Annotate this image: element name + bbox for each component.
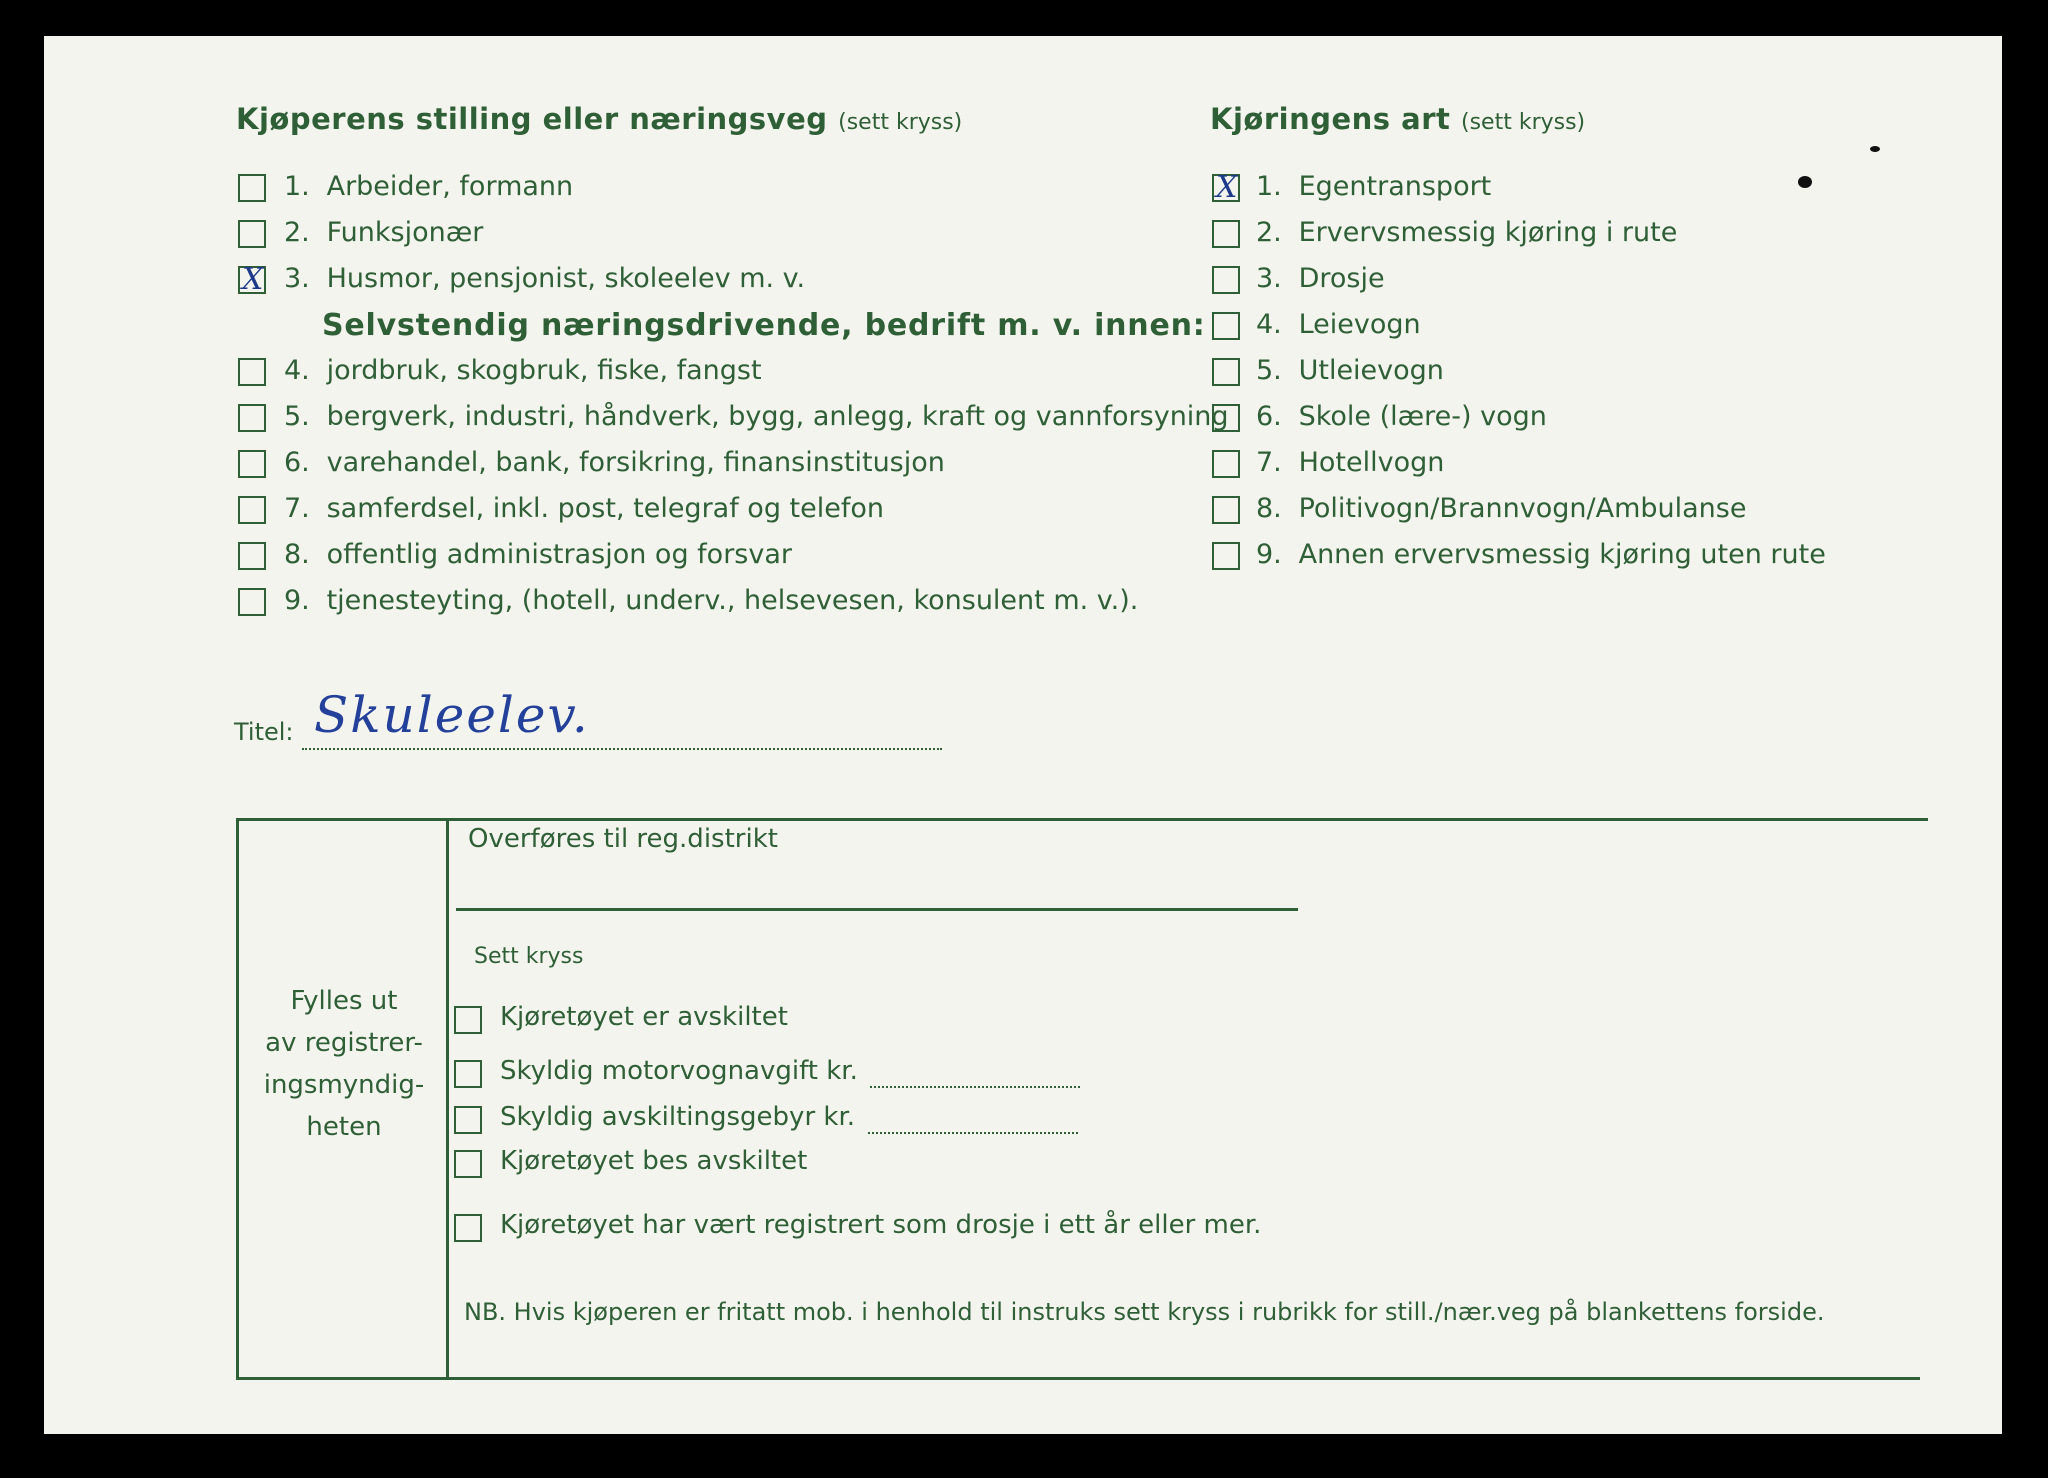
left-item-8-num: 8. [284, 539, 310, 570]
registry-checkbox-5[interactable] [454, 1214, 482, 1242]
left-item-6-label: varehandel, bank, forsikring, finansinstitusjon [326, 447, 945, 478]
registry-side-label [244, 980, 444, 1148]
registry-check-5-label: Kjøretøyet har vært registrert som drosje i ett år eller mer. [500, 1210, 1262, 1240]
transfer-district-line[interactable] [456, 908, 1298, 911]
side-label-line-4: heten [306, 1112, 382, 1142]
left-subheading: Selvstendig næringsdrivende, bedrift m. v. innen: [322, 308, 1206, 343]
left-item-6-num: 6. [284, 447, 310, 478]
right-item-8-label: Politivogn/Brannvogn/Ambulanse [1298, 493, 1747, 524]
left-item-3-label: Husmor, pensjonist, skoleelev m. v. [326, 263, 806, 294]
nb-note: NB. Hvis kjøperen er fritatt mob. i henhold til instruks sett kryss i rubrikk for still./nær.veg på blankettens forside. [464, 1298, 1825, 1326]
right-item-3 [1256, 262, 1385, 296]
left-item-1-label: Arbeider, formann [326, 171, 574, 202]
right-heading-text: Kjøringens art [1210, 102, 1451, 136]
box-bottom-border [236, 1377, 1920, 1380]
right-item-5 [1256, 354, 1444, 388]
title-dotted-line [302, 746, 942, 750]
left-item-3 [284, 262, 805, 296]
transfer-district-label: Overføres til reg.distrikt [468, 824, 778, 854]
left-heading-note: (sett kryss) [838, 110, 963, 135]
right-item-5-num: 5. [1256, 355, 1282, 386]
right-checkbox-4[interactable] [1212, 312, 1240, 340]
right-item-9-label: Annen ervervsmessig kjøring uten rute [1298, 539, 1826, 570]
right-item-6-num: 6. [1256, 401, 1282, 432]
right-item-7 [1256, 446, 1444, 480]
right-checkbox-1[interactable] [1212, 174, 1240, 202]
left-item-8 [284, 538, 792, 572]
left-item-5-label: bergverk, industri, håndverk, bygg, anlegg, kraft og vannforsyning [326, 401, 1229, 432]
left-checkbox-5[interactable] [238, 404, 266, 432]
left-item-2-num: 2. [284, 217, 310, 248]
left-item-9-num: 9. [284, 585, 310, 616]
right-item-2-label: Ervervsmessig kjøring i rute [1298, 217, 1678, 248]
motor-tax-amount-line[interactable] [870, 1084, 1080, 1088]
left-checkbox-8[interactable] [238, 542, 266, 570]
right-checkbox-3[interactable] [1212, 266, 1240, 294]
right-item-3-num: 3. [1256, 263, 1282, 294]
box-divider [446, 818, 449, 1380]
left-item-1 [284, 170, 573, 204]
side-label-line-3: ingsmyndig- [263, 1070, 425, 1100]
left-item-9-label: tjenesteyting, (hotell, underv., helsevesen, konsulent m. v.). [326, 585, 1139, 616]
registry-checkbox-2[interactable] [454, 1060, 482, 1088]
left-item-4-label: jordbruk, skogbruk, fiske, fangst [326, 355, 762, 386]
registry-check-2-label: Skyldig motorvognavgift kr. [500, 1056, 858, 1086]
plate-fee-amount-line[interactable] [868, 1130, 1078, 1134]
registry-checkbox-3[interactable] [454, 1106, 482, 1134]
right-item-1-num: 1. [1256, 171, 1282, 202]
right-item-1 [1256, 170, 1491, 204]
left-item-9 [284, 584, 1138, 618]
right-item-5-label: Utleievogn [1298, 355, 1444, 386]
registry-checkbox-1[interactable] [454, 1006, 482, 1034]
left-checkbox-7[interactable] [238, 496, 266, 524]
right-checkbox-5[interactable] [1212, 358, 1240, 386]
left-checkbox-2[interactable] [238, 220, 266, 248]
registry-checkbox-4[interactable] [454, 1150, 482, 1178]
left-checkbox-6[interactable] [238, 450, 266, 478]
side-label-line-2: av registrer- [265, 1028, 423, 1058]
right-item-6-label: Skole (lære-) vogn [1298, 401, 1547, 432]
box-top-border [236, 818, 1928, 821]
sett-kryss-label: Sett kryss [474, 944, 584, 969]
title-handwritten-value[interactable]: Skuleelev. [314, 686, 590, 744]
ink-speck [1870, 146, 1880, 152]
left-item-5 [284, 400, 1229, 434]
left-checkbox-1[interactable] [238, 174, 266, 202]
ink-speck [1798, 176, 1812, 188]
left-item-2-label: Funksjonær [326, 217, 484, 248]
left-item-8-label: offentlig administrasjon og forsvar [326, 539, 792, 570]
right-checkbox-8[interactable] [1212, 496, 1240, 524]
right-checkbox-9[interactable] [1212, 542, 1240, 570]
form-paper [44, 36, 2002, 1434]
right-heading-note: (sett kryss) [1461, 110, 1586, 135]
right-item-6 [1256, 400, 1547, 434]
left-item-5-num: 5. [284, 401, 310, 432]
registry-check-1-label: Kjøretøyet er avskiltet [500, 1002, 788, 1032]
right-checkbox-2[interactable] [1212, 220, 1240, 248]
right-item-9-num: 9. [1256, 539, 1282, 570]
right-checkbox-6[interactable] [1212, 404, 1240, 432]
left-item-7 [284, 492, 884, 526]
side-label-line-1: Fylles ut [290, 986, 398, 1016]
right-item-7-label: Hotellvogn [1298, 447, 1445, 478]
registry-check-4-label: Kjøretøyet bes avskiltet [500, 1146, 808, 1176]
right-item-4 [1256, 308, 1421, 342]
left-item-2 [284, 216, 483, 250]
right-item-8-num: 8. [1256, 493, 1282, 524]
left-heading-text: Kjøperens stilling eller næringsveg [236, 102, 828, 136]
right-item-2-num: 2. [1256, 217, 1282, 248]
right-item-3-label: Drosje [1298, 263, 1385, 294]
left-checkbox-4[interactable] [238, 358, 266, 386]
left-item-7-label: samferdsel, inkl. post, telegraf og telefon [326, 493, 884, 524]
left-item-4-num: 4. [284, 355, 310, 386]
right-section-heading [1210, 102, 1585, 136]
left-section-heading [236, 102, 962, 136]
registry-check-3-label: Skyldig avskiltingsgebyr kr. [500, 1102, 856, 1132]
left-item-4 [284, 354, 762, 388]
left-checkbox-3[interactable] [238, 266, 266, 294]
right-item-4-label: Leievogn [1298, 309, 1421, 340]
left-item-1-num: 1. [284, 171, 310, 202]
left-item-6 [284, 446, 945, 480]
right-checkbox-7[interactable] [1212, 450, 1240, 478]
left-checkbox-9[interactable] [238, 588, 266, 616]
right-item-7-num: 7. [1256, 447, 1282, 478]
right-item-2 [1256, 216, 1677, 250]
left-item-3-num: 3. [284, 263, 310, 294]
left-item-7-num: 7. [284, 493, 310, 524]
title-label: Titel: [234, 718, 294, 746]
right-item-9 [1256, 538, 1826, 572]
box-left-border [236, 818, 239, 1380]
right-item-1-label: Egentransport [1298, 171, 1492, 202]
right-item-4-num: 4. [1256, 309, 1282, 340]
right-item-8 [1256, 492, 1746, 526]
